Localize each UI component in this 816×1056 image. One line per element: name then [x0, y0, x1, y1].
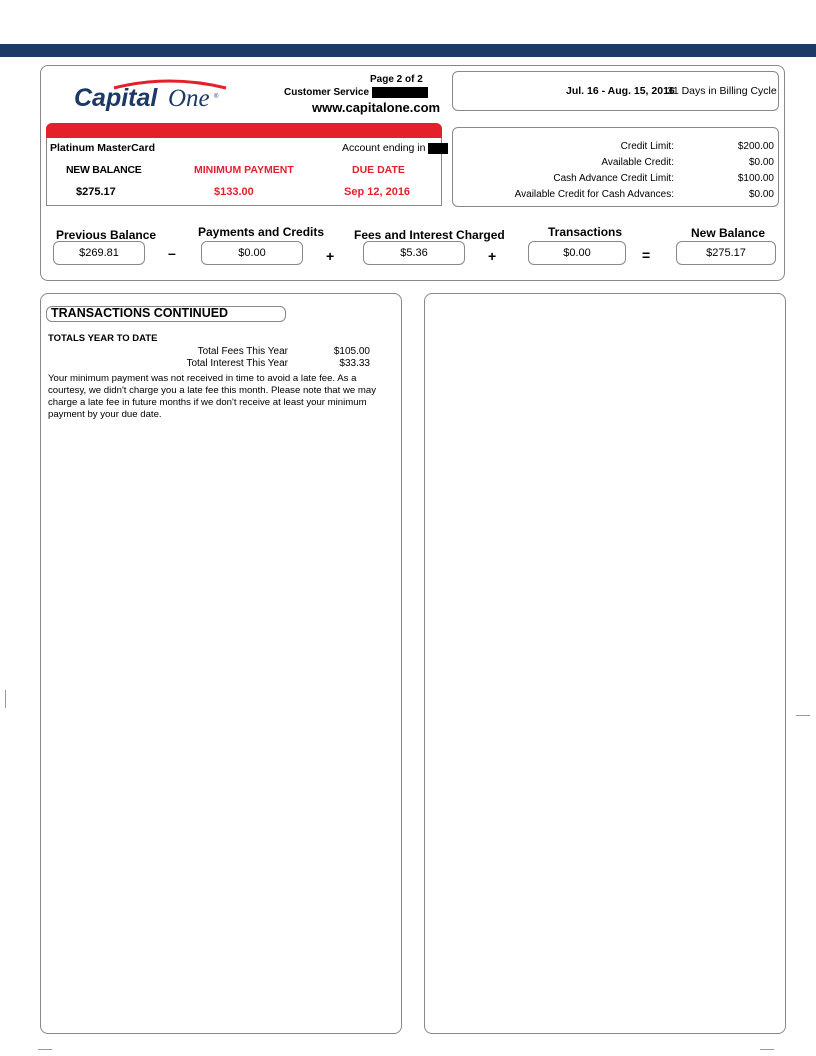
- totals-table: [48, 346, 370, 370]
- account-red-bar: [46, 123, 442, 138]
- credit-row: [452, 157, 774, 173]
- left-edge-mark: [5, 690, 6, 708]
- card-name: Platinum MasterCard: [50, 142, 156, 154]
- totals-row-value: $33.33: [339, 358, 370, 369]
- account-ending: [342, 142, 448, 154]
- bottom-right-mark: [760, 1049, 774, 1050]
- transactions-title: TRANSACTIONS CONTINUED: [51, 306, 229, 320]
- previous-balance-box: $269.81: [53, 241, 145, 265]
- payments-credits-box: $0.00: [201, 241, 303, 265]
- credit-row-value: $0.00: [748, 189, 774, 200]
- account-ending-label: Account ending in: [342, 142, 426, 154]
- credit-row-value: $200.00: [737, 141, 774, 152]
- fees-interest-label: Fees and Interest Charged: [354, 228, 505, 242]
- credit-row-label: Cash Advance Credit Limit:: [553, 173, 674, 184]
- equals-operator: =: [642, 247, 651, 263]
- totals-row-label: Total Interest This Year: [186, 358, 288, 369]
- top-banner: [0, 44, 816, 57]
- late-fee-notice: Your minimum payment was not received in time to avoid a late fee. As a courtesy, we didn't charge you a late fee this month. Please note that we may charge a late fee in future months if we don't receive at least your minimum payment by your due date.: [48, 373, 377, 420]
- fees-interest-box: $5.36: [363, 241, 465, 265]
- totals-row: [48, 358, 370, 370]
- credit-row: [452, 189, 774, 205]
- bottom-left-mark: [38, 1049, 52, 1050]
- credit-row-label: Available Credit for Cash Advances:: [514, 189, 674, 200]
- redacted-account-number: [428, 143, 448, 154]
- credit-row: [452, 173, 774, 189]
- plus-operator: +: [326, 248, 335, 264]
- transactions-box: $0.00: [528, 241, 626, 265]
- redacted-phone: [372, 87, 428, 98]
- credit-row-label: Available Credit:: [601, 157, 674, 168]
- credit-row-label: Credit Limit:: [620, 141, 674, 152]
- new-balance-summary-label: New Balance: [691, 226, 766, 240]
- capital-one-logo: [74, 76, 254, 116]
- transactions-label: Transactions: [548, 225, 623, 239]
- totals-row-value: $105.00: [333, 346, 370, 357]
- new-balance-label: NEW BALANCE: [66, 164, 142, 176]
- page-indicator: Page 2 of 2: [370, 74, 423, 85]
- credit-row: [452, 141, 774, 157]
- credit-row-value: $100.00: [737, 173, 774, 184]
- new-balance-box: $275.17: [676, 241, 776, 265]
- customer-service-text: Customer Service: [284, 87, 370, 99]
- svg-text:One: One: [168, 85, 210, 112]
- svg-text:®: ®: [214, 94, 219, 100]
- customer-service-label: [284, 87, 428, 98]
- billing-days: 31 Days in Billing Cycle: [667, 85, 777, 97]
- previous-balance-label: Previous Balance: [56, 228, 157, 242]
- minimum-payment-label: MINIMUM PAYMENT: [194, 164, 294, 176]
- minimum-payment-value: $133.00: [214, 186, 254, 198]
- totals-row: [48, 346, 370, 358]
- credit-limits-table: [452, 141, 774, 205]
- billing-period: Jul. 16 - Aug. 15, 2016: [566, 85, 675, 97]
- website-link[interactable]: www.capitalone.com: [312, 100, 441, 115]
- totals-row-label: Total Fees This Year: [197, 346, 288, 357]
- right-column-panel: [424, 293, 786, 1034]
- credit-row-value: $0.00: [748, 157, 774, 168]
- plus-operator: +: [488, 248, 497, 264]
- due-date-value: Sep 12, 2016: [344, 186, 411, 198]
- new-balance-value: $275.17: [76, 186, 116, 198]
- svg-text:Capital: Capital: [74, 84, 158, 112]
- right-edge-mark: [796, 715, 810, 716]
- minus-operator: –: [168, 245, 176, 261]
- due-date-label: DUE DATE: [352, 164, 405, 176]
- payments-credits-label: Payments and Credits: [198, 225, 325, 239]
- totals-year-to-date-heading: TOTALS YEAR TO DATE: [48, 333, 158, 344]
